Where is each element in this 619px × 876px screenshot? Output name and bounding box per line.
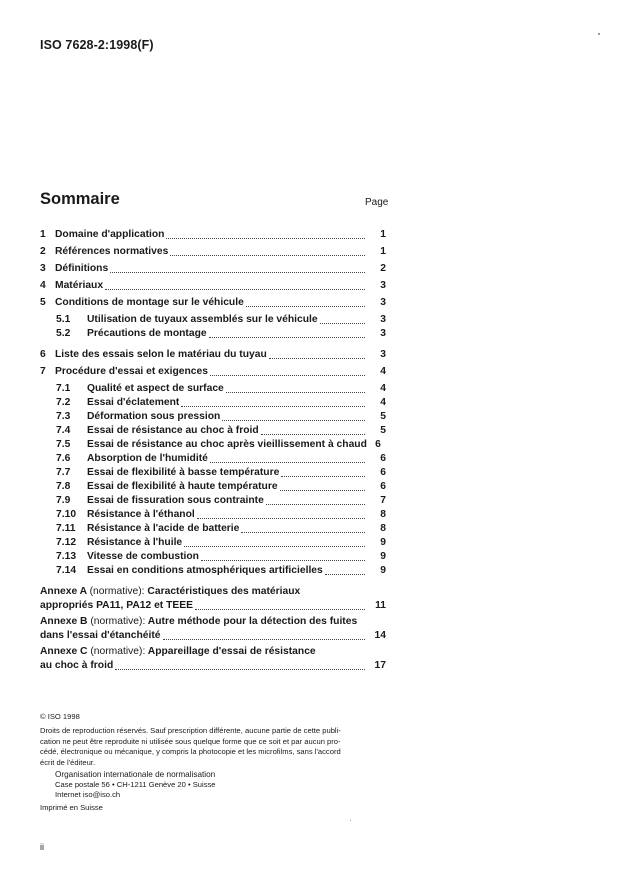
toc-entry-page: 7 bbox=[380, 495, 386, 506]
org-internet: Internet iso@iso.ch bbox=[55, 790, 121, 799]
toc-entry[interactable] bbox=[40, 563, 386, 577]
toc-entry-text: Résistance à l'acide de batterie bbox=[87, 523, 240, 534]
annex-title-line2: appropriés PA11, PA12 et TEEE bbox=[40, 600, 193, 611]
dot-leader bbox=[115, 669, 365, 670]
annex-kind: (normative): bbox=[90, 616, 146, 627]
toc-entry-number: 7.8 bbox=[56, 481, 71, 492]
annex-page: 17 bbox=[374, 660, 386, 671]
toc-entry-number: 7.7 bbox=[56, 467, 71, 478]
toc-entry[interactable] bbox=[40, 364, 386, 378]
toc-entry-number: 6 bbox=[40, 349, 46, 360]
toc-entry-text: Domaine d'application bbox=[55, 229, 165, 240]
toc-entry-text: Matériaux bbox=[55, 280, 104, 291]
toc-entry[interactable] bbox=[40, 312, 386, 326]
toc-entry-number: 7.2 bbox=[56, 397, 71, 408]
toc-entry-page: 9 bbox=[380, 537, 386, 548]
copyright-notice: © ISO 1998 bbox=[40, 712, 80, 721]
annex-label: Annexe C bbox=[40, 646, 88, 657]
annex-page: 11 bbox=[375, 600, 386, 611]
toc-entry-text: Utilisation de tuyaux assemblés sur le véhicule bbox=[87, 314, 318, 325]
toc-entry-page: 4 bbox=[380, 383, 386, 394]
toc-entry-page: 4 bbox=[380, 366, 386, 377]
dot-leader bbox=[320, 323, 365, 324]
dot-leader bbox=[195, 609, 365, 610]
dot-leader bbox=[280, 490, 365, 491]
toc-entry-number: 3 bbox=[40, 263, 46, 274]
toc-entry-number: 7.3 bbox=[56, 411, 71, 422]
toc-entry-number: 4 bbox=[40, 280, 46, 291]
annex-a-entry[interactable] bbox=[40, 598, 386, 612]
annex-kind: (normative): bbox=[90, 646, 146, 657]
toc-entry-number: 5.1 bbox=[56, 314, 71, 325]
toc-entry-text: Essai de résistance au choc à froid bbox=[87, 425, 259, 436]
toc-entry-number: 7 bbox=[40, 366, 46, 377]
toc-entry-page: 3 bbox=[380, 349, 386, 360]
dot-leader bbox=[226, 392, 365, 393]
toc-entry-number: 7.11 bbox=[56, 523, 76, 534]
annex-label: Annexe B bbox=[40, 616, 88, 627]
toc-entry[interactable] bbox=[40, 451, 386, 465]
annex-title-line1: Caractéristiques des matériaux bbox=[147, 586, 301, 597]
toc-entry[interactable] bbox=[40, 227, 386, 241]
toc-entry-number: 7.14 bbox=[56, 565, 77, 576]
toc-entry[interactable] bbox=[40, 479, 386, 493]
rights-line: cation ne peut être reproduite ni utilisée sous quelque forme que ce soit et par aucun pro- bbox=[40, 736, 341, 746]
toc-entry-text: Précautions de montage bbox=[87, 328, 207, 339]
toc-entry-page: 1 bbox=[380, 246, 386, 257]
dot-leader bbox=[184, 546, 365, 547]
dot-leader bbox=[209, 337, 365, 338]
dot-leader bbox=[210, 462, 365, 463]
dot-leader bbox=[166, 238, 365, 239]
org-name: Organisation internationale de normalisation bbox=[55, 770, 216, 779]
toc-entry[interactable] bbox=[40, 535, 386, 549]
toc-entry-number: 2 bbox=[40, 246, 46, 257]
annex-title-line2: au choc à froid bbox=[40, 660, 114, 671]
toc-entry-number: 7.1 bbox=[56, 383, 71, 394]
rights-line: Droits de reproduction réservés. Sauf prescription différente, aucune partie de cette publi- bbox=[40, 726, 341, 735]
toc-entry[interactable] bbox=[40, 423, 386, 437]
toc-entry-page: 3 bbox=[380, 328, 386, 339]
toc-entry-page: 3 bbox=[380, 280, 386, 291]
toc-entry-text: Liste des essais selon le matériau du tuyau bbox=[55, 349, 267, 360]
toc-entry-number: 7.9 bbox=[56, 495, 71, 506]
toc-entry-number: 7.13 bbox=[56, 551, 77, 562]
toc-entry-page: 5 bbox=[380, 411, 386, 422]
org-address: Case postale 56 • CH-1211 Genève 20 • Suisse bbox=[55, 780, 216, 789]
toc-entry-page: 5 bbox=[380, 425, 386, 436]
dot-leader bbox=[261, 434, 365, 435]
dot-leader bbox=[246, 306, 365, 307]
annex-title-line1: Autre méthode pour la détection des fuites bbox=[147, 616, 358, 627]
toc-entry-number: 5.2 bbox=[56, 328, 71, 339]
toc-entry-page: 4 bbox=[380, 397, 386, 408]
dot-leader bbox=[269, 358, 365, 359]
toc-entry[interactable] bbox=[40, 395, 386, 409]
dot-leader bbox=[222, 420, 365, 421]
toc-entry-number: 7.12 bbox=[56, 537, 77, 548]
toc-entry[interactable] bbox=[40, 381, 386, 395]
toc-entry-page: 1 bbox=[380, 229, 386, 240]
toc-entry-page: 8 bbox=[380, 523, 386, 534]
annex-b-entry[interactable] bbox=[40, 628, 386, 642]
toc-entry[interactable] bbox=[40, 437, 386, 451]
toc-entry-page: 9 bbox=[380, 551, 386, 562]
toc-entry-text: Résistance à l'huile bbox=[87, 537, 183, 548]
toc-entry-page: 6 bbox=[380, 481, 386, 492]
toc-entry-page: 3 bbox=[380, 297, 386, 308]
toc-entry-text: Absorption de l'humidité bbox=[87, 453, 208, 464]
dot-leader bbox=[266, 504, 365, 505]
toc-entry[interactable] bbox=[40, 261, 386, 275]
dot-leader bbox=[210, 375, 365, 376]
toc-entry-text: Essai d'éclatement bbox=[87, 397, 180, 408]
toc-entry-text: Essai en conditions atmosphériques artificielles bbox=[87, 565, 323, 576]
rights-line: écrit de l'éditeur. bbox=[40, 757, 96, 767]
toc-entry-page: 9 bbox=[380, 565, 386, 576]
annex-page: 14 bbox=[374, 630, 386, 641]
toc-entry-number: 7.10 bbox=[56, 509, 77, 520]
toc-entry-text: Essai de fissuration sous contrainte bbox=[87, 495, 264, 506]
toc-entry-text: Conditions de montage sur le véhicule bbox=[55, 297, 244, 308]
toc-entry[interactable] bbox=[40, 521, 386, 535]
toc-entry-number: 7.5 bbox=[56, 439, 71, 450]
toc-entry-text: Déformation sous pression bbox=[87, 411, 221, 422]
toc-entry-number: 5 bbox=[40, 297, 46, 308]
dot-leader bbox=[281, 476, 365, 477]
toc-entry[interactable] bbox=[40, 244, 386, 258]
dot-leader bbox=[181, 406, 365, 407]
toc-entry-page: 6 bbox=[380, 467, 386, 478]
toc-entry-text: Essai de résistance au choc après vieillissement à chaud bbox=[87, 439, 367, 450]
toc-entry-text: Essai de flexibilité à haute température bbox=[87, 481, 278, 492]
annex-title-line2: dans l'essai d'étanchéité bbox=[40, 630, 161, 641]
dot-leader bbox=[197, 518, 365, 519]
toc-entry[interactable] bbox=[40, 507, 386, 521]
toc-entry-text: Résistance à l'éthanol bbox=[87, 509, 195, 520]
dot-leader bbox=[201, 560, 365, 561]
annex-c-heading[interactable] bbox=[40, 646, 316, 658]
toc-entry[interactable] bbox=[40, 295, 386, 309]
toc-entry-text: Références normatives bbox=[55, 246, 169, 257]
page-column-label: Page bbox=[365, 197, 389, 208]
scan-speck bbox=[350, 820, 351, 821]
dot-leader bbox=[105, 289, 365, 290]
toc-entry[interactable] bbox=[40, 493, 386, 507]
rights-line: cédé, électronique ou mécanique, y compris la photocopie et les microfilms, sans l'accord bbox=[40, 747, 341, 756]
document-id: ISO 7628-2:1998(F) bbox=[40, 38, 154, 52]
toc-entry-number: 1 bbox=[40, 229, 46, 240]
toc-entry[interactable] bbox=[40, 465, 386, 479]
toc-entry[interactable] bbox=[40, 549, 386, 563]
rights-statement bbox=[40, 726, 392, 768]
scan-speck bbox=[598, 33, 600, 35]
toc-entry[interactable] bbox=[40, 347, 386, 361]
printed-in: Imprimé en Suisse bbox=[40, 803, 103, 812]
toc-entry[interactable] bbox=[40, 409, 386, 423]
dot-leader bbox=[325, 574, 365, 575]
toc-entry-text: Essai de flexibilité à basse température bbox=[87, 467, 280, 478]
annex-a-heading[interactable] bbox=[40, 586, 300, 598]
annex-b-heading[interactable] bbox=[40, 616, 357, 628]
toc-entry-text: Procédure d'essai et exigences bbox=[55, 366, 208, 377]
toc-entry-page: 6 bbox=[375, 439, 381, 450]
toc-entry-text: Vitesse de combustion bbox=[87, 551, 199, 562]
toc-entry-number: 7.6 bbox=[56, 453, 71, 464]
toc-entry-text: Qualité et aspect de surface bbox=[87, 383, 224, 394]
dot-leader bbox=[170, 255, 365, 256]
annex-c-entry[interactable] bbox=[40, 658, 386, 672]
dot-leader bbox=[163, 639, 365, 640]
toc-entry[interactable] bbox=[40, 326, 386, 340]
toc-entry-page: 3 bbox=[380, 314, 386, 325]
toc-entry-text: Définitions bbox=[55, 263, 109, 274]
toc-entry-page: 2 bbox=[380, 263, 386, 274]
toc-entry[interactable] bbox=[40, 278, 386, 292]
toc-title: Sommaire bbox=[40, 190, 120, 208]
toc-entry-page: 6 bbox=[380, 453, 386, 464]
annex-label: Annexe A bbox=[40, 586, 87, 597]
dot-leader bbox=[241, 532, 365, 533]
page-number: ii bbox=[40, 842, 44, 852]
toc-entry-page: 8 bbox=[380, 509, 386, 520]
toc-entry-number: 7.4 bbox=[56, 425, 71, 436]
dot-leader bbox=[110, 272, 365, 273]
annex-title-line1: Appareillage d'essai de résistance bbox=[147, 646, 316, 657]
annex-kind: (normative): bbox=[89, 586, 145, 597]
